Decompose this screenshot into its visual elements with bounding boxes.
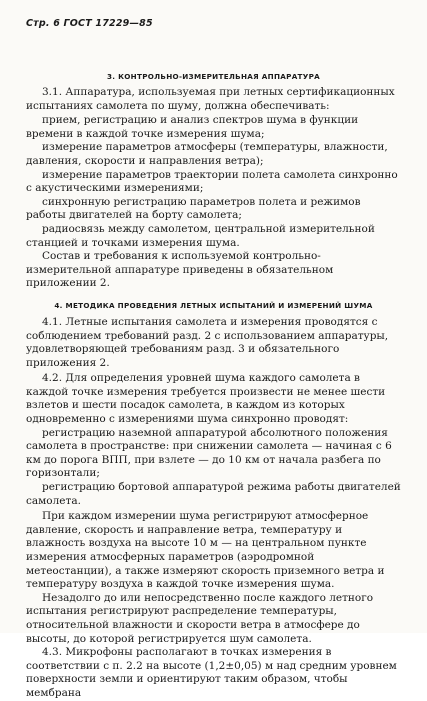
paragraph-3-1: 3.1. Аппаратура, используемая при летных сертификационных испытаниях самолета по шуму, должна обеспечивать: (26, 86, 395, 112)
paragraph-4-1: 4.1. Летные испытания самолета и измерения проводятся с соблюдением требований разд. 2 с использованием аппаратуры, удовлетворяющей требованиям разд. 3 и обязательного приложения 2. (26, 315, 389, 369)
paragraph-4-2-item: регистрацию бортовой аппаратурой режима работы двигателей самолета. (26, 481, 401, 507)
section-3-title: 3. КОНТРОЛЬНО-ИЗМЕРИТЕЛЬНАЯ АППАРАТУРА (106, 72, 321, 81)
paragraph-4-2-item: регистрацию наземной аппаратурой абсолютного положения самолета в пространстве: при снижении самолета — начиная с 6 км до порога ВПП, при взлете — до 10 км от начала разбега по горизонтали; (26, 426, 392, 480)
paragraph-4-3: 4.3. Микрофоны располагают в точках измерения в соответствии с п. 2.2 на высоте (1,2±0,05) м над средним уровнем поверхности земли и ориентируют таким образом, чтобы мембрана (26, 646, 397, 699)
paragraph-3-1-item: прием, регистрацию и анализ спектров шума в функции времени в каждой точке измерения шума; (26, 114, 359, 140)
section-4-title: 4. МЕТОДИКА ПРОВЕДЕНИЯ ЛЕТНЫХ ИСПЫТАНИЙ И ИЗМЕРЕНИЙ ШУМА (54, 300, 373, 310)
paragraph-4-2-weather: При каждом измерении шума регистрируют атмосферное давление, скорость и направление ветра, температуру и влажность воздуха на высоте 10 м — на центральном пункте измерения атмосферных параметров (аэродромной метеостанции), а также измеряют скорость приземного ветра и температуру воздуха в каждой точке измерения шума. (26, 510, 385, 591)
paragraph-3-1-item: радиосвязь между самолетом, центральной измерительной станцией и точками измерения шума. (26, 222, 375, 249)
paragraph-4-2: 4.2. Для определения уровней шума каждого самолета в каждой точке измерения требуется произвести не менее шести взлетов и шести посадок самолета, в каждом из которых одновременно с измерениями шума синхронно проводят: (26, 372, 386, 426)
paragraph-4-2-profile: Незадолго до или непосредственно после каждого летного испытания регистрируют распределение температуры, относительной влажности и скорости ветра в атмосфере до высоты, до которой регистрируется шум самолета. (26, 591, 374, 645)
paragraph-3-1-item: измерение параметров траектории полета самолета синхронно с акустическими измерениями; (26, 168, 398, 195)
paragraph-3-1-item: измерение параметров атмосферы (температуры, влажности, давления, скорости и направления ветра); (26, 141, 388, 167)
paragraph-3-composition: Состав и требования к используемой контрольно-измерительной аппаратуре приведены в обязательном приложении 2. (26, 250, 334, 290)
paragraph-3-1-item: синхронную регистрацию параметров полета и режимов работы двигателей на борту самолета; (26, 195, 361, 222)
page-header: Стр. 6 ГОСТ 17229—85 (26, 18, 153, 29)
